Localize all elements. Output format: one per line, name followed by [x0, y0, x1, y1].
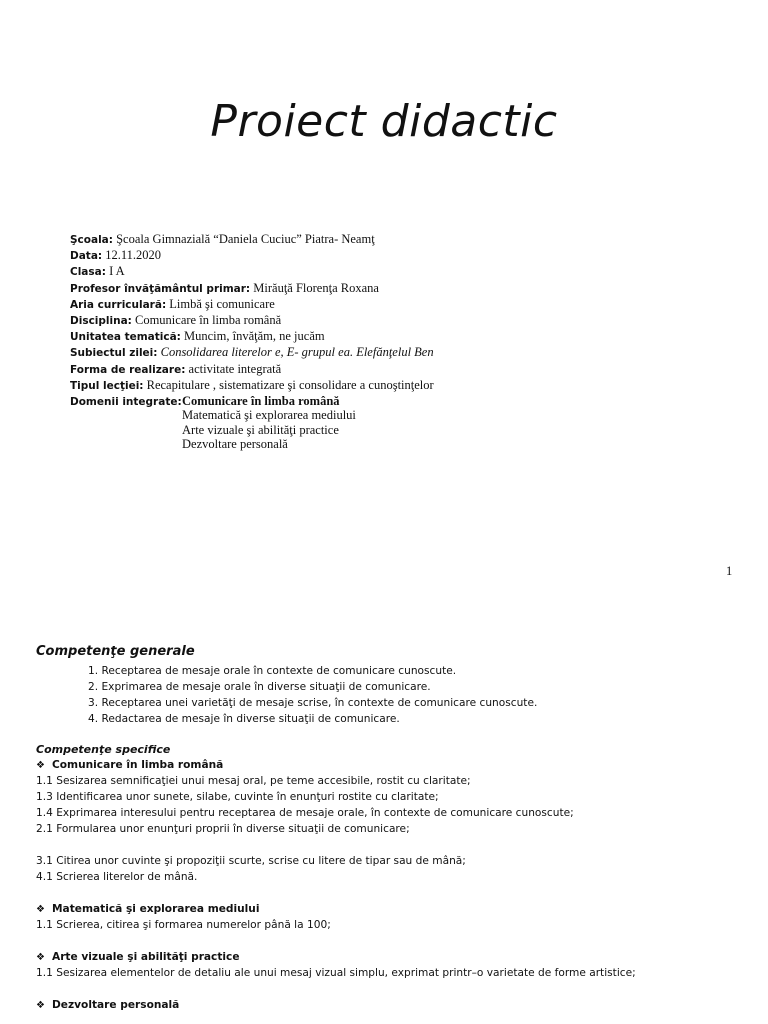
list-item: 3. Receptarea unei varietăţi de mesaje scrise, în contexte de comunicare cunoscute.	[88, 697, 538, 709]
domain-heading-dezvoltare	[36, 999, 756, 1015]
meta-label: Forma de realizare:	[70, 363, 186, 376]
meta-row-subiectul	[70, 345, 730, 361]
domain-heading-arte	[36, 951, 756, 967]
domain-title: Matematică şi explorarea mediului	[52, 903, 260, 915]
meta-value: Şcoala Gimnazială “Daniela Cuciuc” Piatra- Neamţ	[116, 232, 375, 246]
meta-value: Muncim, învăţăm, ne jucăm	[184, 329, 325, 344]
meta-label: Clasa:	[70, 266, 106, 279]
meta-value: Comunicare în limba română	[135, 312, 282, 327]
meta-label: Aria curriculară:	[70, 298, 167, 311]
domain-heading-matematica	[36, 903, 756, 919]
list-item: 1.3 Identificarea unor sunete, silabe, cuvinte în enunţuri rostite cu claritate;	[36, 791, 439, 803]
meta-row-profesor	[70, 281, 730, 297]
list-item: 4. Redactarea de mesaje în diverse situaţii de comunicare.	[88, 713, 400, 725]
meta-label: Profesor învăţământul primar:	[70, 282, 251, 295]
meta-row-scoala	[70, 232, 730, 248]
list-item: 1.4 Exprimarea interesului pentru receptarea de mesaje orale, în contexte de comunicare cunoscute;	[36, 807, 574, 819]
section-heading-competente-generale: Competenţe generale	[36, 644, 195, 659]
meta-row-tipul	[70, 378, 730, 394]
spacer	[36, 887, 756, 903]
domain-title: Dezvoltare personală	[52, 999, 180, 1011]
meta-label: Disciplina:	[70, 314, 132, 327]
document-title: Proiect didactic	[210, 96, 558, 147]
meta-row-domenii	[70, 393, 730, 452]
domeniu-item: Comunicare în limba română	[182, 393, 340, 408]
list-item: 3.1 Citirea unor cuvinte şi propoziţii scurte, scrise cu litere de tipar sau de mână;	[36, 855, 466, 867]
domain-heading-comunicare	[36, 759, 756, 775]
domeniu-item: Dezvoltare personală	[182, 437, 288, 452]
spacer	[36, 935, 756, 951]
competences-section	[36, 644, 756, 1015]
meta-value: Limbă şi comunicare	[169, 296, 275, 311]
meta-value: Recapitulare , sistematizare şi consolidare a cunoştinţelor	[146, 377, 434, 392]
meta-row-aria	[70, 297, 730, 313]
diamond-bullet-icon: ❖	[36, 1000, 45, 1011]
meta-label: Şcoala:	[70, 234, 113, 246]
meta-value: 12.11.2020	[105, 248, 162, 263]
meta-value: activitate integrată	[188, 361, 282, 376]
meta-row-disciplina	[70, 313, 730, 329]
meta-row-clasa	[70, 264, 730, 280]
meta-row-unitatea	[70, 329, 730, 345]
list-item: 1.1 Sesizarea elementelor de detaliu ale unui mesaj vizual simplu, exprimat printr–o varietate de forme artistice;	[36, 967, 636, 979]
list-item: 4.1 Scrierea literelor de mână.	[36, 871, 198, 883]
meta-value: Consolidarea literelor e, E- grupul ea. Elefănţelul Ben	[160, 345, 434, 360]
meta-label: Unitatea tematică:	[70, 331, 181, 344]
spacer	[36, 839, 756, 855]
domeniu-item: Arte vizuale şi abilităţi practice	[182, 422, 339, 437]
diamond-bullet-icon: ❖	[36, 952, 45, 963]
lesson-metadata	[70, 232, 730, 452]
domain-title: Comunicare în limba română	[52, 759, 224, 771]
list-item: 1. Receptarea de mesaje orale în contexte de comunicare cunoscute.	[88, 665, 457, 677]
diamond-bullet-icon: ❖	[36, 760, 45, 771]
list-item: 1.1 Scrierea, citirea şi formarea numerelor până la 100;	[36, 919, 331, 931]
meta-row-data	[70, 248, 730, 264]
meta-value: I A	[109, 264, 125, 279]
section-heading-competente-specifice: Competenţe specifice	[36, 743, 171, 756]
meta-label: Domenii integrate:	[70, 395, 182, 408]
meta-label: Data:	[70, 250, 103, 263]
page-number: 1	[726, 564, 733, 578]
domenii-list	[182, 394, 356, 452]
list-item: 1.1 Sesizarea semnificaţiei unui mesaj oral, pe teme accesibile, rostit cu claritate;	[36, 775, 471, 787]
domeniu-item: Matematică şi explorarea mediului	[182, 408, 356, 423]
meta-label: Tipul lecţiei:	[70, 379, 144, 392]
competente-generale-list	[88, 665, 756, 729]
list-item: 2. Exprimarea de mesaje orale în diverse situaţii de comunicare.	[88, 681, 431, 693]
list-item: 2.1 Formularea unor enunţuri proprii în diverse situaţii de comunicare;	[36, 823, 410, 835]
meta-value: Mirăuţă Florenţa Roxana	[253, 280, 379, 295]
domain-title: Arte vizuale şi abilităţi practice	[52, 951, 240, 963]
diamond-bullet-icon: ❖	[36, 904, 45, 915]
spacer	[36, 983, 756, 999]
meta-label: Subiectul zilei:	[70, 347, 158, 360]
meta-row-forma	[70, 362, 730, 378]
